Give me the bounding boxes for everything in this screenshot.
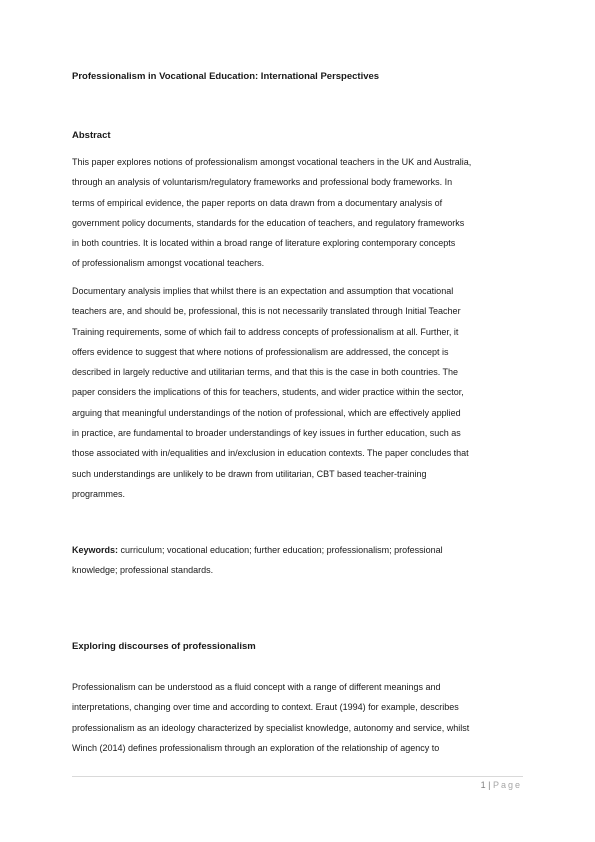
keywords-paragraph bbox=[72, 540, 542, 581]
section-heading: Exploring discourses of professionalism bbox=[72, 641, 256, 652]
text-line: teachers are, and should be, professional, this is not necessarily translated through Initial Teacher bbox=[72, 306, 461, 317]
text-line: described in largely reductive and utilitarian terms, and that this is the case in both countries. The bbox=[72, 367, 459, 378]
text-line: paper considers the implications of this for teachers, students, and wider practice within the sector, bbox=[72, 387, 464, 398]
text-line: offers evidence to suggest that where notions of professionalism are addressed, the concept is bbox=[72, 346, 449, 357]
text-line: knowledge; professional standards. bbox=[72, 565, 214, 576]
abstract-paragraph-1 bbox=[72, 152, 542, 274]
paper-title: Professionalism in Vocational Education: International Perspectives bbox=[72, 71, 380, 82]
text-line: arguing that meaningful understandings of the notion of professional, which are effectively applied bbox=[72, 407, 461, 418]
text-line: professionalism as an ideology characterized by specialist knowledge, autonomy and service, whilst bbox=[72, 722, 470, 733]
page-number: 1 bbox=[480, 780, 486, 790]
text-line bbox=[72, 540, 542, 560]
keywords-text: curriculum; vocational education; further education; professionalism; professional bbox=[118, 545, 443, 555]
text-line: government policy documents, standards for the education of teachers, and regulatory frameworks bbox=[72, 217, 465, 228]
text-line: Documentary analysis implies that whilst there is an expectation and assumption that vocational bbox=[72, 286, 454, 296]
text-line: of professionalism amongst vocational teachers. bbox=[72, 258, 265, 269]
text-line: This paper explores notions of professionalism amongst vocational teachers in the UK and Australia, bbox=[72, 157, 472, 167]
text-line: programmes. bbox=[72, 488, 126, 499]
text-line: Training requirements, some of which fail to address concepts of professionalism at all. Further, it bbox=[72, 326, 459, 337]
text-line: Professionalism can be understood as a fluid concept with a range of different meanings and bbox=[72, 682, 441, 692]
text-line: interpretations, changing over time and according to context. Eraut (1994) for example, describes bbox=[72, 702, 459, 713]
text-line: terms of empirical evidence, the paper reports on data drawn from a documentary analysis of bbox=[72, 197, 443, 208]
abstract-paragraph-2 bbox=[72, 281, 542, 504]
page-label: Page bbox=[492, 780, 522, 790]
page-footer bbox=[481, 780, 522, 790]
abstract-heading: Abstract bbox=[72, 130, 111, 141]
text-line: through an analysis of voluntarism/regulatory frameworks and professional body frameworks. In bbox=[72, 177, 453, 188]
text-line: such understandings are unlikely to be drawn from utilitarian, CBT based teacher-training bbox=[72, 468, 427, 479]
keywords-label: Keywords: bbox=[72, 545, 119, 555]
section-paragraph-1 bbox=[72, 677, 542, 758]
footer-divider bbox=[72, 776, 523, 777]
text-line: Winch (2014) defines professionalism through an exploration of the relationship of agency to bbox=[72, 742, 440, 753]
text-line: in practice, are fundamental to broader understandings of key issues in further education, such as bbox=[72, 428, 461, 439]
text-line: in both countries. It is located within a broad range of literature exploring contemporary concepts bbox=[72, 238, 456, 249]
footer-separator: | bbox=[488, 780, 491, 790]
text-line: those associated with in/equalities and in/exclusion in education contexts. The paper concludes that bbox=[72, 448, 469, 459]
